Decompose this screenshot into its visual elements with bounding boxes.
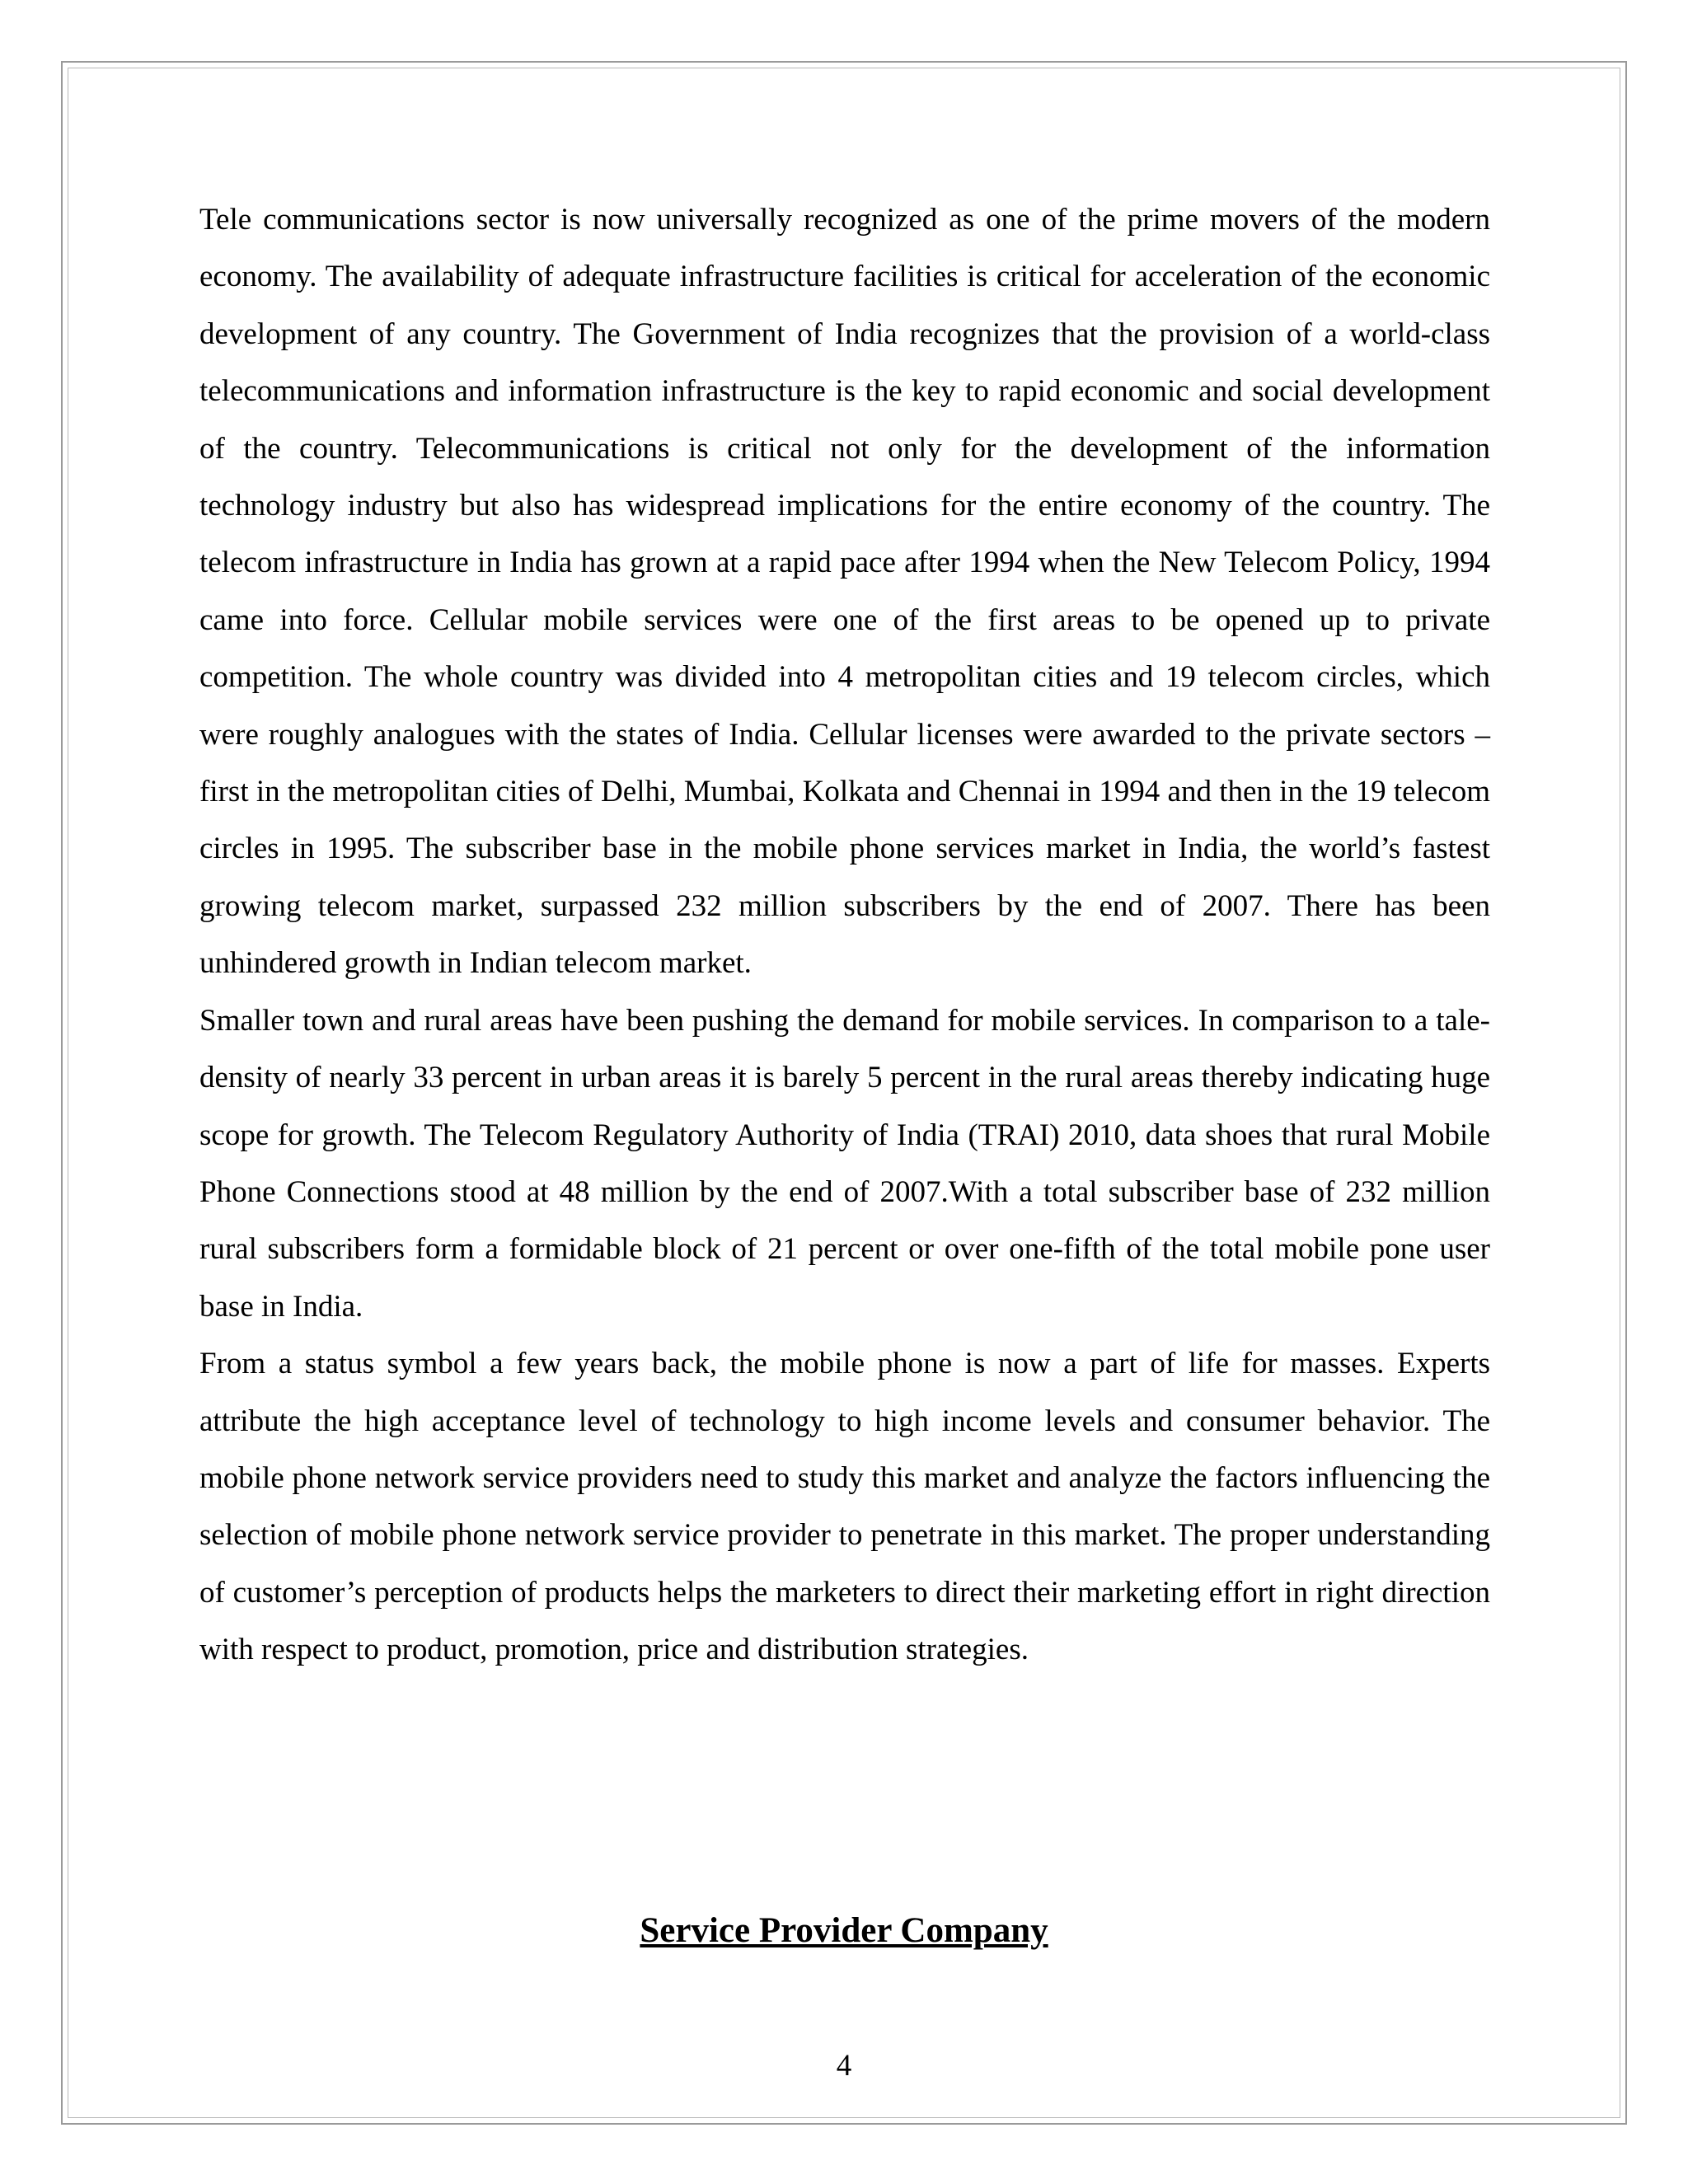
paragraph-rural-demand: Smaller town and rural areas have been pushing the demand for mobile services. In comparison to a tale-density of nearly 33 percent in urban areas it is barely 5 percent in the rural areas thereby indicating huge scope for growth. The Telecom Regulatory Authority of India (TRAI) 2010, data shoes that rural Mobile Phone Connections stood at 48 million by the end of 2007.With a total subscriber base of 232 million rural subscribers form a formidable block of 21 percent or over one-fifth of the total mobile pone user base in India. bbox=[199, 1003, 1490, 1324]
page-number: 4 bbox=[836, 2049, 852, 2083]
document-body bbox=[199, 191, 1490, 1679]
section-heading: Service Provider Company bbox=[640, 1911, 1048, 1950]
paragraph-status-symbol: From a status symbol a few years back, the mobile phone is now a part of life for masses. Experts attribute the high acceptance level of technology to high income levels and consumer behavior. The mobile phone network service providers need to study this market and analyze the factors influencing the selection of mobile phone network service provider to penetrate in this market. The proper understanding of customer’s perception of products helps the marketers to direct their marketing effort in right direction with respect to product, promotion, price and distribution strategies. bbox=[199, 1347, 1490, 1667]
paragraph-telecom-sector: Tele communications sector is now universally recognized as one of the prime movers of the modern economy. The availability of adequate infrastructure facilities is critical for acceleration of the economic development of any country. The Government of India recognizes that the provision of a world-class telecommunications and information infrastructure is the key to rapid economic and social development of the country. Telecommunications is critical not only for the development of the information technology industry but also has widespread implications for the entire economy of the country. The telecom infrastructure in India has grown at a rapid pace after 1994 when the New Telecom Policy, 1994 came into force. Cellular mobile services were one of the first areas to be opened up to private competition. The whole country was divided into 4 metropolitan cities and 19 telecom circles, which were roughly analogues with the states of India. Cellular licenses were awarded to the private sectors – first in the metropolitan cities of Delhi, Mumbai, Kolkata and Chennai in 1994 and then in the 19 telecom circles in 1995. The subscriber base in the mobile phone services market in India, the world’s fastest growing telecom market, surpassed 232 million subscribers by the end of 2007. There has been unhindered growth in Indian telecom market. bbox=[199, 203, 1490, 981]
